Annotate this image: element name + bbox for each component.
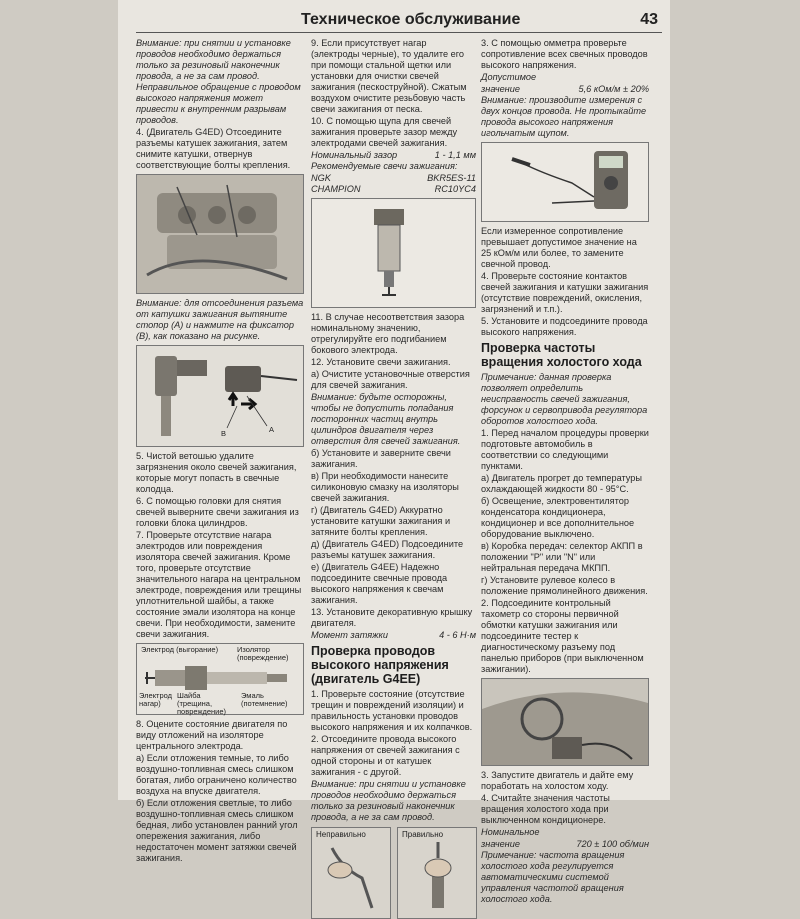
- label-insulator-damage: Изолятор (повреждение): [237, 645, 289, 662]
- section-heading-hv-wires: Проверка проводов высокого напряжения (двигатель G4EE): [311, 644, 449, 686]
- wire-step-5: 5. Установите и подсоедините провода высокого напряжения.: [481, 316, 648, 337]
- note-connector-handling: Внимание: при снятии и установке проводов необходимо держаться только за резиновый наконечник провода, а не за сам провод. Неправильное обращение с проводом высокого напряжения может привести к внутренним разрывам проводов.: [136, 38, 301, 125]
- step-12e: д) (Двигатель G4ED) Подсоедините разъемы катушек зажигания.: [311, 539, 464, 560]
- resistance-spec: значение 5,6 кОм/м ± 20%: [481, 84, 649, 94]
- idle-step-1a: а) Двигатель прогрет до температуры охлаждающей жидкости 80 - 95°С.: [481, 473, 643, 494]
- step-9: 9. Если присутствует нагар (электроды черные), то удалите его при помощи стальной щетки или установки для очистки свечей зажигания (пескоструйной). Сжатым воздухом очистите резьбовую часть свечи зажигания от песка.: [311, 38, 467, 114]
- step-12b: б) Установите и заверните свечи зажигания.: [311, 448, 451, 469]
- idle-speed-spec: значение 720 ± 100 об/мин: [481, 839, 649, 849]
- step-12c: в) При необходимости нанесите силиконовую смазку на изоляторы свечей зажигания.: [311, 471, 459, 503]
- label-carbon-deposit: Электрод нагар): [139, 691, 173, 708]
- wrong-label: Неправильно: [316, 830, 366, 839]
- label-enamel: Эмаль (потемнение): [241, 691, 288, 708]
- step-13: 13. Установите декоративную крышку двигателя.: [311, 607, 473, 628]
- label-b: B: [221, 429, 227, 438]
- step-8a: а) Если отложения темные, то либо воздушно-топливная смесь слишком богатая, либо ограничено количество воздуха на впуске двигателя.: [136, 753, 297, 796]
- engine-bay-photo: [136, 174, 304, 294]
- gap-gauge-figure: [311, 198, 476, 308]
- dashboard-tester-photo: [481, 678, 649, 766]
- label-washer-damage: Шайба (трещина, повреждение): [177, 691, 227, 716]
- ignition-coil-figure: [136, 345, 304, 447]
- right-label: Правильно: [402, 830, 444, 839]
- step-8b: б) Если отложения светлые, то либо воздушно-топливная смесь слишком бедная, либо установлен ранний угол опережения зажигания, либо недостаточен момент затяжки свечей зажигания.: [136, 798, 298, 863]
- plug-champion: CHAMPION RC10YC4: [311, 184, 476, 194]
- wire-handling-figures: [311, 827, 476, 919]
- wire-step-4: 4. Проверьте состояние контактов свечей зажигания и катушки зажигания (отсутствие повреждений, окисления, загрязнений и т.п.).: [481, 271, 649, 314]
- idle-step-3: 3. Запустите двигатель и дайте ему поработать на холостом ходу.: [481, 770, 634, 791]
- spark-plug-figure: [136, 643, 304, 715]
- gap-spec: Номинальный зазор 1 - 1,1 мм: [311, 150, 476, 160]
- idle-step-2: 2. Подсоедините контрольный тахометр со стороны первичной обмотки катушки зажигания или подсоедините тестер к диагностическому разъему под панелью приборов (при выключенном зажигании).: [481, 598, 644, 674]
- right-handling-figure: [397, 827, 477, 919]
- note-foreign-particles: Внимание: будьте осторожны, чтобы не допустить попадания посторонних частиц внутрь цилиндров двигателя через отверстия для свечей зажигания.: [311, 392, 461, 446]
- label-electrode-wear: Электрод (выгорание): [141, 645, 219, 654]
- idle-step-1d: г) Установите рулевое колесо в положение прямолинейного движения.: [481, 575, 648, 596]
- page-title: Техническое обслуживание: [301, 11, 521, 28]
- step-6: 6. С помощью головки для снятия свечей выверните свечи зажигания из головки блока цилиндров.: [136, 496, 299, 528]
- note-idle-purpose: Примечание: данная проверка позволяет определить неисправность свечей зажигания, форсунок и сервопривода регулятора оборотов холостого хода.: [481, 372, 648, 426]
- wrong-handling-figure: [311, 827, 391, 919]
- step-4: 4. (Двигатель G4ED) Отсоедините разъемы катушек зажигания, затем снимите катушки, отвернув соответствующие болты крепления.: [136, 127, 291, 170]
- step-12: 12. Установите свечи зажигания.: [311, 357, 451, 367]
- nominal-label: Номинальное: [481, 827, 540, 837]
- step-5: 5. Чистой ветошью удалите загрязнения около свечей зажигания, которые могут попасть в свечные колодца.: [136, 451, 297, 494]
- note-wire-handling: Внимание: при снятии и установке проводов необходимо держаться только за резиновый наконечник провода, а не за сам провод.: [311, 779, 466, 822]
- column-1: [136, 38, 304, 863]
- idle-step-1c: в) Коробка передач: селектор АКПП в положении "P" или "N" или нейтральная передача МКПП.: [481, 541, 643, 573]
- wire-step-2: 2. Отсоедините провода высокого напряжения от свечей зажигания с одной стороны и от катушек зажигания - с другой.: [311, 734, 460, 777]
- note-idle-control: Примечание: частота вращения холостого хода регулируется автоматическими системой управления частотой вращения холостого хода.: [481, 850, 625, 904]
- column-3: [481, 38, 649, 904]
- step-7: 7. Проверьте отсутствие нагара электродов или повреждения изолятора свечей зажигания. Кроме того, проверьте отсутствие значительного нагара на центральном электроде, повреждения или трещины уплотнительной шайбы, а также состояние эмали изолятора на конце свечи. При необходимости, замените свечи зажигания.: [136, 530, 302, 639]
- column-2: [311, 38, 476, 839]
- step-10: 10. С помощью щупа для свечей зажигания проверьте зазор между электродами свечей зажигания.: [311, 116, 458, 148]
- step-12a: а) Очистите установочные отверстия для свечей зажигания.: [311, 369, 470, 390]
- step-12d: г) (Двигатель G4ED) Аккуратно установите катушки зажигания и затяните болты крепления.: [311, 505, 451, 537]
- book-page: [118, 0, 670, 904]
- note-measurement: Внимание: производите измерения с двух концов провода. Не протыкайте провода высокого напряжения игольчатым щупом.: [481, 95, 647, 138]
- ohmmeter-figure: [481, 142, 649, 222]
- recommended-plugs-label: Рекомендуемые свечи зажигания:: [311, 161, 458, 171]
- wire-step-3: 3. С помощью омметра проверьте сопротивление всех свечных проводов высокого напряжения.: [481, 38, 648, 70]
- resistance-exceed: Если измеренное сопротивление превышает допустимое значение на 25 кОм/м или более, то замените свечной провод.: [481, 226, 637, 269]
- step-12f: е) (Двигатель G4EE) Надежно подсоедините свечные провода высокого напряжения к свечам зажигания.: [311, 562, 448, 605]
- step-8: 8. Оцените состояние двигателя по виду отложений на изоляторе центрального электрода.: [136, 719, 288, 751]
- step-11: 11. В случае несоответствия зазора номинальному значению, отрегулируйте его подгибанием бокового электрода.: [311, 312, 465, 355]
- page-number: 43: [640, 11, 658, 28]
- plug-ngk: NGK BKR5ES-11: [311, 173, 476, 183]
- idle-step-1b: б) Освещение, электровентилятор конденсатора кондиционера, кондиционер и все дополнительное оборудование выключено.: [481, 496, 635, 539]
- idle-step-1: 1. Перед началом процедуры проверки подготовьте автомобиль в соответствии со следующими пунктами.: [481, 428, 649, 471]
- section-heading-idle-speed: Проверка частоты вращения холостого хода: [481, 341, 642, 369]
- label-a: A: [269, 425, 275, 434]
- note-connector-release: Внимание: для отсоединения разъема от катушки зажигания вытяните стопор (A) и нажмите на фиксатор (B), как показано на рисунке.: [136, 298, 304, 341]
- torque-spec: Момент затяжки 4 - 6 Н·м: [311, 630, 476, 640]
- idle-step-4: 4. Считайте значения частоты вращения холостого хода при выключенном кондиционере.: [481, 793, 610, 825]
- page-header: [136, 10, 662, 33]
- permissible-label: Допустимое: [481, 72, 537, 82]
- wire-step-1: 1. Проверьте состояние (отсутствие трещин и повреждений изоляции) и правильность установки проводов высокого напряжения и их колпачков.: [311, 689, 473, 732]
